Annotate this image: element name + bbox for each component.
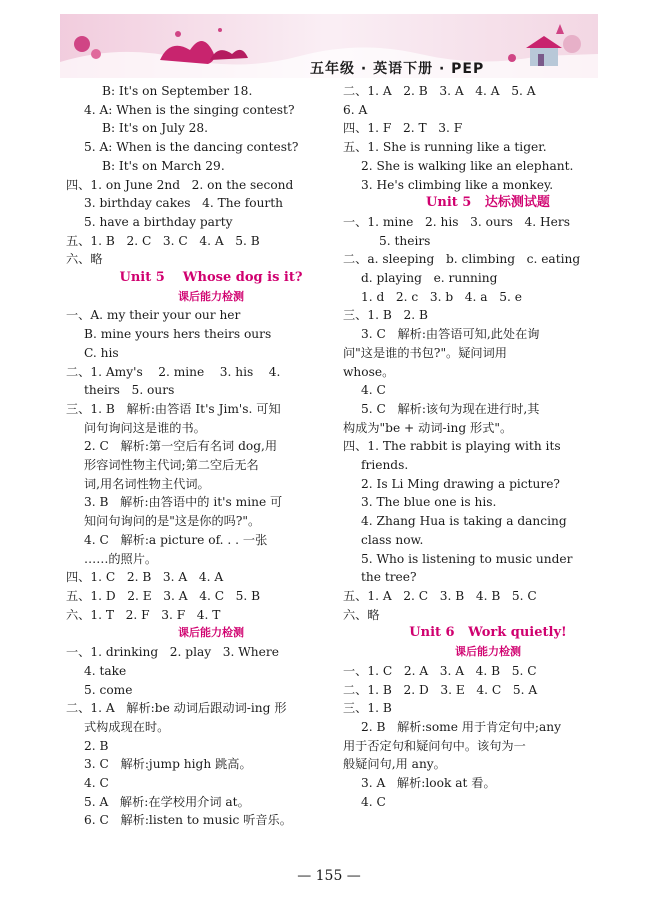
- answer-line: C. his: [84, 345, 119, 360]
- page-number: — 155 —: [297, 868, 361, 884]
- answer-line: 般疑问句,用 any。: [343, 757, 446, 772]
- answer-line: whose。: [343, 364, 395, 379]
- answer-line: 三、1. B: [343, 701, 392, 716]
- answer-line: 六、略: [343, 607, 380, 622]
- answer-line: 2. She is walking like an elephant.: [361, 158, 574, 173]
- answer-line: B. mine yours hers theirs ours: [84, 327, 272, 342]
- answer-line: 五、1. B 2. C 3. C 4. A 5. B: [66, 233, 260, 248]
- left-answer-column: [66, 82, 356, 830]
- right-answer-column: [343, 82, 633, 811]
- answer-line: 二、1. A 2. B 3. A 4. A 5. A: [343, 84, 536, 98]
- answer-line: 3. He's climbing like a monkey.: [361, 177, 554, 192]
- answer-line: 4. Zhang Hua is taking a dancing: [361, 514, 567, 529]
- answer-line: 六、1. T 2. F 3. F 4. T: [66, 607, 221, 622]
- answer-line: B: It's on September 18.: [102, 84, 253, 98]
- answer-line: B: It's on March 29.: [102, 158, 225, 173]
- answer-line: 4. A: When is the singing contest?: [84, 102, 295, 117]
- answer-line: 三、1. B 2. B: [343, 308, 428, 323]
- answer-line: 3. B 解析:由答语中的 it's mine 可: [84, 495, 283, 510]
- answer-line: 4. C: [84, 776, 109, 791]
- answer-line: 四、1. The rabbit is playing with its: [343, 439, 561, 454]
- answer-line: 二、a. sleeping b. climbing c. eating: [343, 252, 581, 267]
- answer-line: 四、1. F 2. T 3. F: [343, 121, 463, 136]
- answer-line: 3. A 解析:look at 看。: [361, 776, 496, 791]
- answer-line: 5. theirs: [379, 233, 431, 248]
- answer-line: 二、1. Amy's 2. mine 3. his 4.: [66, 364, 281, 379]
- answer-line: 2. Is Li Ming drawing a picture?: [361, 476, 560, 491]
- answer-line: 词,用名词性物主代词。: [84, 476, 210, 491]
- answer-line: theirs 5. ours: [84, 383, 175, 398]
- answer-line: 4. C: [361, 383, 386, 398]
- answer-line: 五、1. She is running like a tiger.: [343, 140, 547, 155]
- answer-line: 四、1. on June 2nd 2. on the second: [66, 177, 294, 192]
- answer-line: 5. A 解析:在学校用介词 at。: [84, 794, 250, 809]
- answer-line: 问句询问这是谁的书。: [84, 420, 206, 435]
- answer-line: 3. birthday cakes 4. The fourth: [84, 196, 284, 211]
- answer-line: 问"这是谁的书包?"。疑问词用: [343, 345, 507, 360]
- answer-line: 5. Who is listening to music under: [361, 551, 573, 566]
- unit-heading: Unit 5 Whose dog is it?: [119, 270, 303, 286]
- section-heading: 课后能力检测: [178, 626, 244, 640]
- unit-heading: Unit 5 达标测试题: [426, 195, 550, 211]
- page-header: [60, 14, 598, 78]
- answer-line: the tree?: [361, 570, 417, 585]
- section-heading: 课后能力检测: [455, 645, 521, 659]
- answer-line: 一、1. mine 2. his 3. ours 4. Hers: [343, 214, 570, 229]
- answer-line: 6. A: [343, 102, 368, 117]
- answer-line: 形容词性物主代词;第二空后无名: [84, 458, 259, 473]
- answer-line: 5. have a birthday party: [84, 214, 233, 229]
- section-heading: 课后能力检测: [178, 289, 244, 303]
- answer-line: 2. B: [84, 738, 109, 753]
- answer-line: 构成为"be + 动词-ing 形式"。: [343, 420, 513, 435]
- answer-line: 六、略: [66, 252, 103, 267]
- answer-line: B: It's on July 28.: [102, 121, 208, 136]
- answer-line: 5. come: [84, 682, 133, 697]
- answer-line: 5. A: When is the dancing contest?: [84, 140, 299, 155]
- answer-line: 3. C 解析:由答语可知,此处在询: [361, 327, 540, 342]
- answer-line: 二、1. A 解析:be 动词后跟动词-ing 形: [66, 701, 287, 716]
- answer-line: 四、1. C 2. B 3. A 4. A: [66, 570, 224, 585]
- unit-heading: Unit 6 Work quietly!: [409, 625, 567, 641]
- answer-line: 4. C: [361, 794, 386, 809]
- answer-line: 3. C 解析:jump high 跳高。: [84, 757, 252, 772]
- answer-line: 五、1. D 2. E 3. A 4. C 5. B: [66, 588, 261, 603]
- answer-line: 知问句询问的是"这是你的吗?"。: [84, 514, 261, 529]
- answer-line: 式构成现在时。: [84, 719, 170, 734]
- answer-line: class now.: [361, 532, 424, 547]
- answer-line: 2. B 解析:some 用于肯定句中;any: [361, 719, 562, 734]
- answer-line: 五、1. A 2. C 3. B 4. B 5. C: [343, 588, 537, 603]
- answer-line: 3. The blue one is his.: [361, 495, 497, 510]
- answer-line: 二、1. B 2. D 3. E 4. C 5. A: [343, 682, 538, 697]
- answer-line: friends.: [361, 458, 409, 473]
- answer-line: ……的照片。: [84, 551, 158, 566]
- answer-line: 4. take: [84, 663, 127, 678]
- answer-line: d. playing e. running: [361, 271, 498, 286]
- answer-line: 用于否定句和疑问句中。该句为一: [343, 738, 526, 753]
- answer-line: 一、1. C 2. A 3. A 4. B 5. C: [343, 663, 537, 678]
- book-title: 五年级 · 英语下册 · PEP: [310, 61, 485, 77]
- answer-line: 6. C 解析:listen to music 听音乐。: [84, 813, 292, 828]
- answer-line: 5. C 解析:该句为现在进行时,其: [361, 401, 540, 416]
- answer-line: 一、A. my their your our her: [66, 308, 241, 323]
- answer-line: 1. d 2. c 3. b 4. a 5. e: [361, 289, 522, 304]
- answer-line: 4. C 解析:a picture of. . . 一张: [84, 532, 268, 547]
- answer-line: 2. C 解析:第一空后有名词 dog,用: [84, 439, 278, 454]
- answer-line: 三、1. B 解析:由答语 It's Jim's. 可知: [66, 401, 281, 416]
- answer-line: 一、1. drinking 2. play 3. Where: [66, 645, 279, 660]
